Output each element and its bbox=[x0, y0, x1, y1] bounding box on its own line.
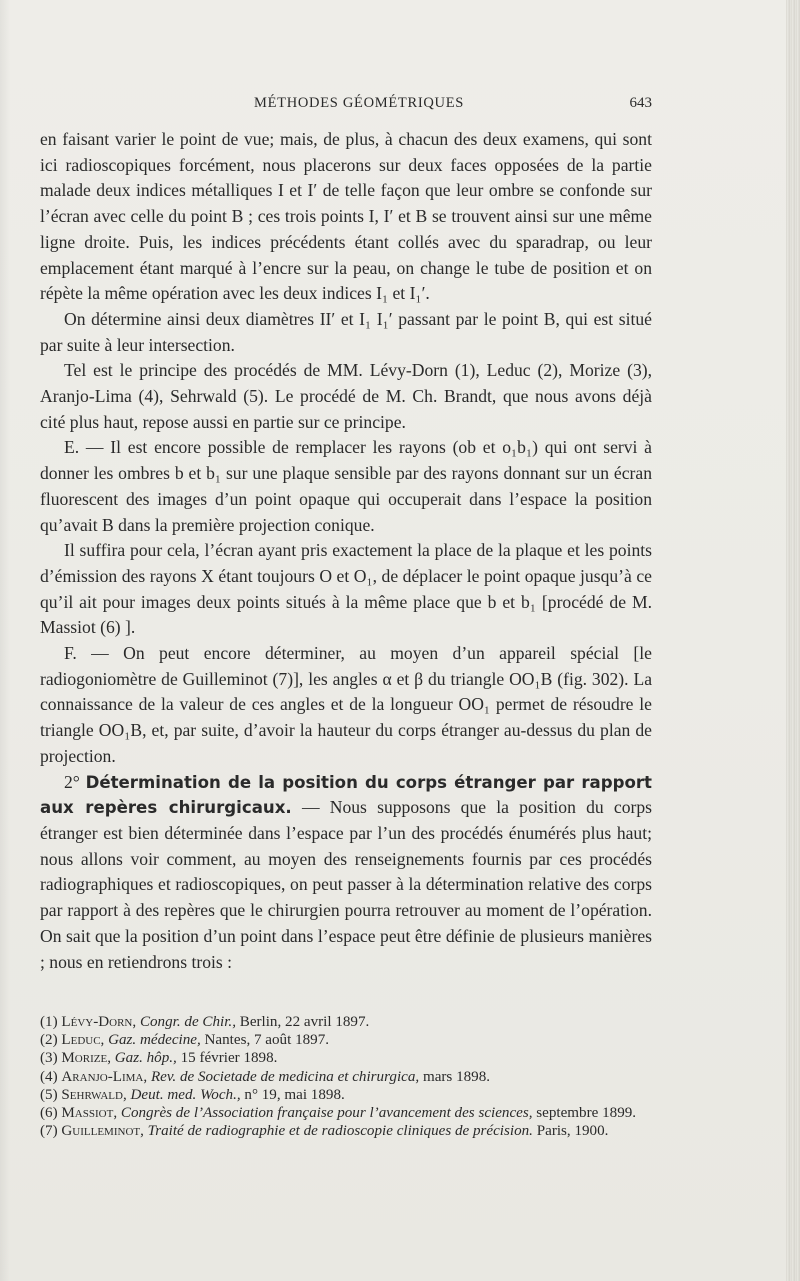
footnote: (3) Morize, Gaz. hôp., 15 février 1898. bbox=[40, 1050, 278, 1067]
footnote: (6) Massiot, Congrès de l’Association française pour l’avancement des sciences, septembre 1899. bbox=[40, 1105, 637, 1122]
page-number: 643 bbox=[629, 95, 652, 111]
footnote: (4) Aranjo-Lima, Rev. de Societade de medicina et chirurgica, mars 1898. bbox=[40, 1068, 491, 1085]
footnote: (5) Sehrwald, Deut. med. Woch., n° 19, mai 1898. bbox=[40, 1086, 345, 1103]
paragraph: en faisant varier le point de vue; mais, de plus, à chacun des deux examens, qui sont ici radioscopiques forcément, nous placerons sur deux faces opposées de la partie malade deux indices métalliques I et I′ de telle façon que leur ombre se confonde sur l’écran avec celle du point B ; ces trois points I, I′ et B se trouvent ainsi sur une même ligne droite. Puis, les indices précédents étant collés avec du sparadrap, ou leur emplacement étant marqué à l’encre sur la peau, on change le tube de position et on répète la même opération avec les deux indices I₁ et I₁′. bbox=[40, 129, 652, 304]
paragraph: Tel est le principe des procédés de MM. Lévy-Dorn (1), Leduc (2), Morize (3), Aranjo-Lima (4), Sehrwald (5). Le procédé de M. Ch. Brandt, que nous avons déjà cité plus haut, repose aussi en partie sur ce principe. bbox=[40, 360, 652, 432]
paragraph: On détermine ainsi deux diamètres II′ et I₁ I₁′ passant par le point B, qui est situé par suite à leur intersection. bbox=[40, 308, 652, 355]
paragraph: Il suffira pour cela, l’écran ayant pris exactement la place de la plaque et les points d’émission des rayons X étant toujours O et O₁, de déplacer le point opaque jusqu’à ce qu’il ait pour images deux points situés à la même place que b et b₁ [procédé de M. Massiot (6) ]. bbox=[40, 540, 652, 638]
body-text bbox=[40, 127, 652, 975]
running-title: MÉTHODES GÉOMÉTRIQUES bbox=[254, 95, 465, 111]
footnote: (1) Lévy-Dorn, Congr. de Chir., Berlin, 22 avril 1897. bbox=[40, 1014, 370, 1030]
paragraph: F. — On peut encore déterminer, au moyen d’un appareil spécial [le radiogoniomètre de Guilleminot (7)], les angles α et β du triangle OO₁B (fig. 302). La connaissance de la valeur de ces angles et de la longueur OO₁ permet de résoudre le triangle OO₁B, et, par suite, d’avoir la hauteur du corps étranger au-dessus du plan de projection. bbox=[40, 643, 652, 766]
footnote: (2) Leduc, Gaz. médecine, Nantes, 7 août 1897. bbox=[40, 1032, 330, 1049]
section-heading: Détermination de la position du corps étranger par rapport aux repères chirurgicaux. bbox=[40, 772, 652, 818]
section-text: — Nous supposons que la position du corps étranger est bien déterminée dans l’espace par l’un des procédés énumérés plus haut; nous allons voir comment, au moyen des renseignements fournis par ces procédés radiographiques et radioscopiques, on peut passer à la détermination relative des corps par rapport à des repères que le chirurgien pourra retrouver au moment de l’opération. On sait que la position d’un point dans l’espace peut être définie de plusieurs manières ; nous en retiendrons trois : bbox=[40, 797, 653, 972]
page-edge bbox=[786, 0, 800, 1281]
section-paragraph bbox=[40, 770, 652, 976]
paragraph: E. — Il est encore possible de remplacer les rayons (ob et o₁b₁) qui ont servi à donner les ombres b et b₁ sur une plaque sensible par des rayons donnant sur un écran fluorescent des images d’un point opaque qui occuperait dans l’espace la position qu’avait B dans la première projection conique. bbox=[40, 437, 652, 535]
section-number: 2° bbox=[64, 771, 80, 792]
footnotes bbox=[20, 1013, 654, 1140]
page-header bbox=[40, 95, 652, 117]
footnote: (7) Guilleminot, Traité de radiographie et de radioscopie cliniques de précision. Paris, 1900. bbox=[40, 1123, 609, 1140]
